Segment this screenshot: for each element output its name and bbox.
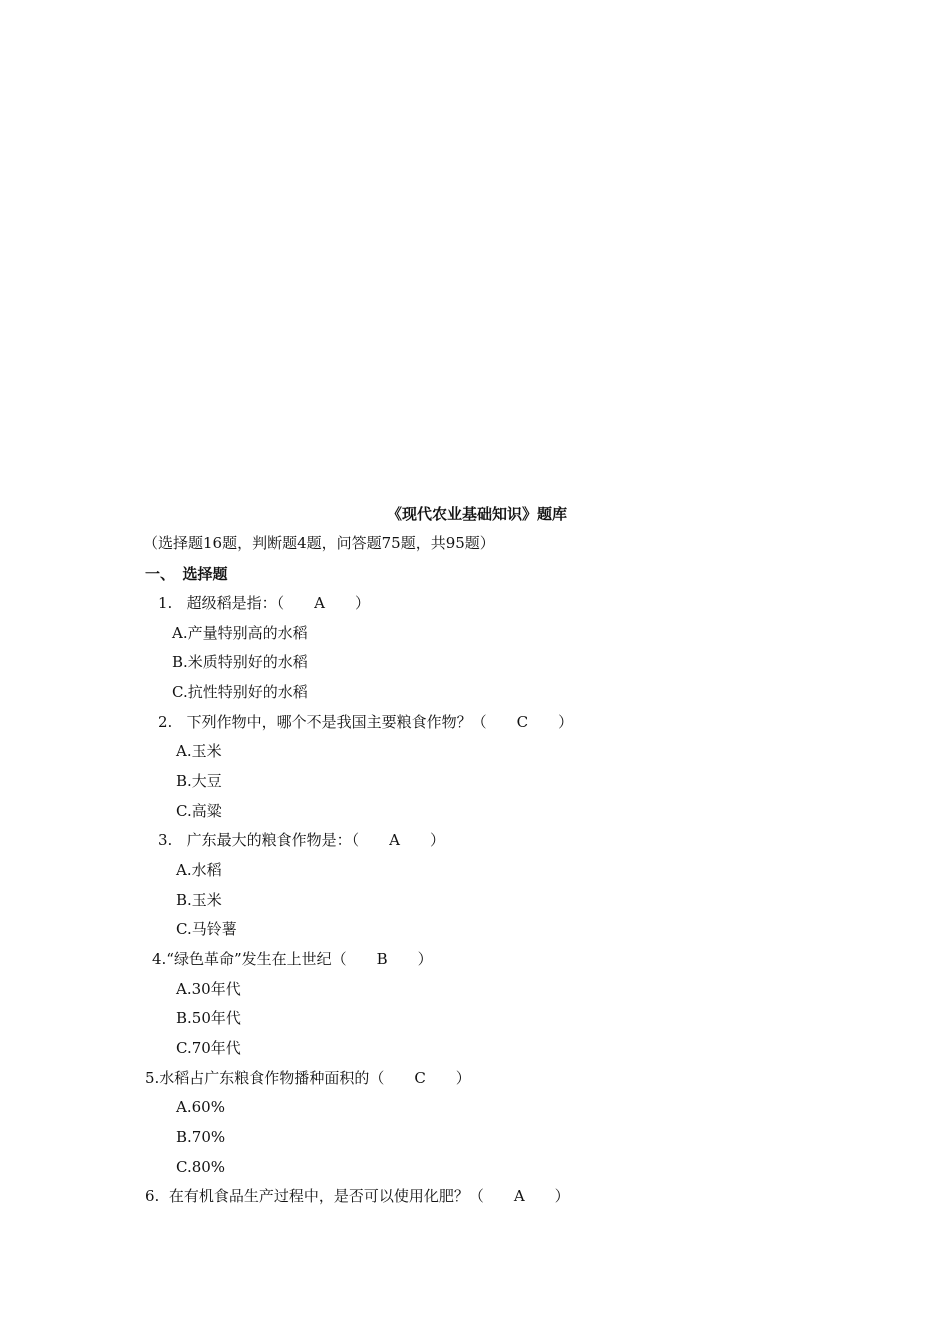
question-4-option-a: A.30年代 [176,980,241,998]
question-1: 1. 超级稻是指：（ A ） [158,594,370,612]
question-4-option-c: C.70年代 [176,1039,241,1057]
question-5-option-a: A.60% [176,1098,225,1116]
question-summary: （选择题16题，判断题4题，问答题75题，共95题） [143,534,495,552]
question-3: 3. 广东最大的粮食作物是：（ A ） [158,831,445,849]
question-3-option-b: B.玉米 [176,891,222,909]
question-4: 4.“绿色革命”发生在上世纪（ B ） [152,950,433,968]
question-5-option-c: C.80% [176,1158,226,1176]
question-1-option-c: C.抗性特别好的水稻 [172,683,308,701]
document-title: 《现代农业基础知识》题库 [386,505,567,523]
question-2-option-c: C.高粱 [176,802,222,820]
question-1-option-a: A.产量特别高的水稻 [172,624,308,642]
question-6: 6. 在有机食品生产过程中，是否可以使用化肥？（ A ） [145,1187,570,1205]
section-heading: 一、 选择题 [145,565,228,583]
question-3-option-a: A.水稻 [176,861,222,879]
question-4-option-b: B.50年代 [176,1009,241,1027]
question-5-option-b: B.70% [176,1128,226,1146]
question-5: 5.水稻占广东粮食作物播种面积的（ C ） [145,1069,471,1087]
question-2-option-a: A.玉米 [176,742,222,760]
question-3-option-c: C.马铃薯 [176,920,237,938]
question-2-option-b: B.大豆 [176,772,222,790]
question-2: 2. 下列作物中，哪个不是我国主要粮食作物？（ C ） [158,713,574,731]
question-1-option-b: B.米质特别好的水稻 [172,653,308,671]
